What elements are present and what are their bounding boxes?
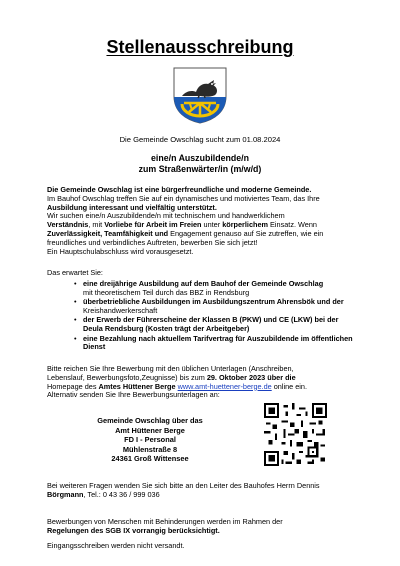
job-title-line-2: zum Straßenwärter/in (m/w/d) (138, 164, 262, 174)
about-reliability: Zuverlässigkeit, Teamfähigkeit und (47, 228, 169, 238)
apply-text: über die (265, 372, 296, 382)
benefit-rest: mit theoretischem Teil durch das BBZ in Rendsburg (83, 287, 250, 297)
job-title (0, 153, 400, 175)
bullet-icon: • (74, 333, 77, 343)
about-line-8: Ein Hauptschulabschluss wird vorausgesetzt. (47, 246, 194, 256)
disability-line-1: Bewerbungen von Menschen mit Behinderungen werden im Rahmen der (47, 517, 283, 526)
about-text: Engagement genauso auf Sie zutreffen, wie ein (168, 228, 324, 238)
homepage-link[interactable]: www.amt-huettener-berge.de (177, 381, 272, 391)
about-paragraph (47, 186, 357, 256)
apply-text: Lebenslauf, Bewerbungsfoto,Zeugnisse) bis zum (47, 372, 207, 382)
list-item (47, 298, 357, 315)
apply-text: Homepage des (47, 381, 99, 391)
about-line-1: Die Gemeinde Owschlag ist eine bürgerfreundliche und moderne Gemeinde. (47, 185, 312, 194)
benefits-list (47, 280, 357, 353)
bullet-icon: • (74, 315, 77, 325)
list-item (47, 280, 357, 297)
disability-paragraph (47, 518, 357, 536)
bullet-icon: • (74, 279, 77, 288)
postal-address (70, 416, 230, 464)
apply-amt: Amtes Hüttener Berge (98, 381, 176, 391)
about-text: , mit (88, 220, 105, 230)
list-item (47, 316, 357, 333)
intro-line: Die Gemeinde Owschlag sucht zum 01.08.2024 (119, 135, 281, 144)
contact-line-1: Bei weiteren Fragen wenden Sie sich bitte an den Leiter des Bauhofes Herrn Dennis (47, 481, 320, 490)
about-line-2: Im Bauhof Owschlag treffen Sie auf ein dynamisches und motiviertes Team, das Ihre (47, 193, 320, 203)
job-title-line-1: eine/n Auszubildende/n (151, 153, 249, 163)
about-line-7: freundliches und verbindliches Auftreten, bewerben Sie sich jetzt! (47, 237, 258, 247)
bullet-icon: • (74, 297, 77, 307)
contact-phone: , Tel.: 0 43 36 / 999 036 (83, 489, 160, 499)
benefit-bold: überbetriebliche Ausbildungen im Ausbildungszentrum Ahrensbök und der (83, 297, 344, 307)
about-outdoor: Vorliebe für Arbeit im Freien (104, 220, 202, 230)
page-title: Stellenausschreibung (106, 37, 294, 57)
contact-paragraph (47, 482, 357, 500)
expect-heading: Das erwartet Sie: (47, 268, 103, 277)
about-text: Einsatz. Wenn (268, 220, 317, 230)
list-item (47, 335, 357, 352)
closing-note: Eingangsschreiben werden nicht versandt. (47, 541, 185, 550)
address-line: Amt Hüttener Berge (115, 425, 185, 435)
apply-deadline: 29. Oktober 2023 (206, 372, 266, 382)
qr-code[interactable] (264, 403, 327, 466)
about-physical: körperlichem (222, 220, 269, 230)
contact-line-2 (47, 491, 357, 500)
about-line-3: Ausbildung interessant und vielfältig unterstützt. (47, 202, 217, 212)
address-line: Gemeinde Owschlag über das (97, 416, 203, 425)
apply-line-4: Alternativ senden Sie Ihre Bewerbungsunterlagen an: (47, 390, 220, 400)
apply-paragraph (47, 365, 357, 400)
about-line-4: Wir suchen eine/n Auszubildende/n mit technischem und handwerklichem (47, 211, 285, 221)
address-line: Mühlenstraße 8 (122, 444, 178, 454)
benefit-bold: der Erwerb der Führerscheine der Klassen B (PKW) und CE (LKW) bei der Deula Rendsburg (Kosten trägt der Arbeitgeber) (83, 315, 339, 333)
about-text: unter (201, 220, 223, 230)
address-line: 24361 Groß Wittensee (111, 454, 189, 464)
about-verstaendnis: Verständnis (47, 220, 89, 230)
benefit-bold: eine dreijährige Ausbildung auf dem Bauhof der Gemeinde Owschlag (83, 279, 324, 288)
address-line: FD I - Personal (124, 435, 176, 445)
apply-line-1: Bitte reichen Sie Ihre Bewerbung mit den üblichen Unterlagen (Anschreiben, (47, 364, 294, 373)
municipal-crest (170, 66, 230, 124)
apply-text: online ein. (271, 381, 308, 391)
disability-line-2: Regelungen des SGB IX vorrangig berücksichtigt. (47, 525, 220, 535)
benefit-bold: eine Bezahlung nach aktuellem Tarifvertrag für Auszubildende im öffentlichen Dienst (83, 333, 353, 352)
benefit-rest: Kreishandwerkerschaft (83, 305, 158, 315)
contact-name: Börgmann (47, 489, 84, 499)
